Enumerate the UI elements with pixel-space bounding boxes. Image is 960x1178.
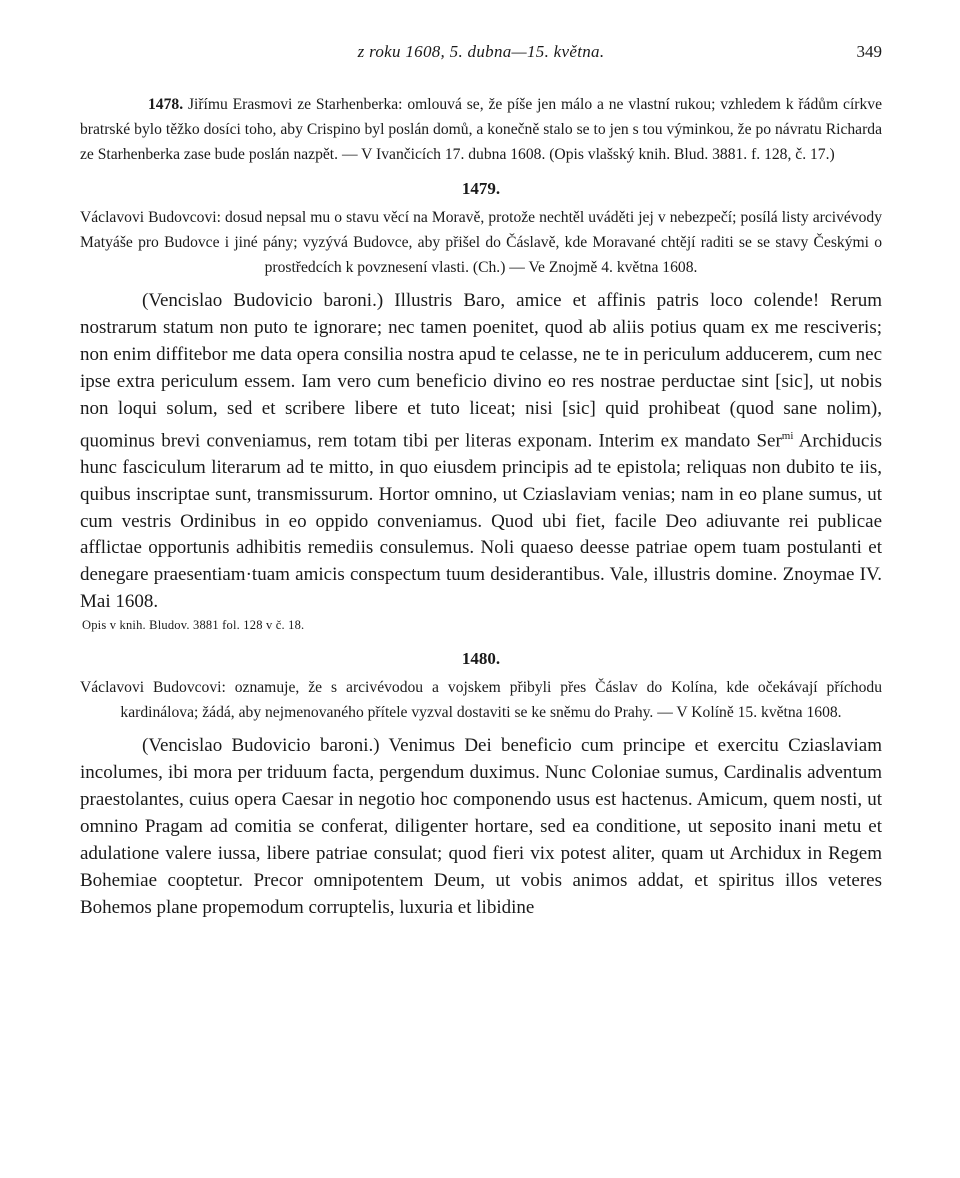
entry-number-heading: 1479. (461, 179, 501, 198)
entry-number: 1478. (148, 96, 184, 113)
page-number: 349 (856, 42, 882, 61)
document-page (80, 36, 882, 922)
header-title: z roku 1608, 5. dubna—15. května. (357, 42, 605, 61)
latin-text-continued: Archiducis hunc fasciculum literarum ad te mitto, in quo eiusdem principis ad te epistola; reliquas non dubito te iis, quibus inscriptae sunt, transmissurum. Hortor omnino, ut Cziaslaviam venias; nam in eo plane sumus, ut cum vestris Ordinibus in eo oppido conveniamus. Quod ubi fiet, facile Deo adiuvante rei publicae afflictae opportunis adhibitis remediis consulemus. Noli quaeso deesse patriae opem tuam postulanti et denegare praesentiam·tuam amicis conspectum tuum desiderantibus. Vale, illustris domine. Znoymae IV. Mai 1608. (80, 429, 882, 613)
entry-1479-text (80, 288, 882, 616)
superscript: mi (781, 429, 794, 442)
summary-text: Jiřímu Erasmovi ze Starhenberka: omlouvá se, že píše jen málo a ne vlastní rukou; vzhledem k řádům církve bratrské bylo těžko dosíci toho, aby Crispino byl poslán domů, a konečně stalo se to jen s tou výminkou, že po návratu Richarda ze Starhenberka zase bude poslán nazpět. — V Ivančicích 17. dubna 1608. (Opis vlašský knih. Blud. 3881. f. 128, č. 17.) (80, 96, 882, 163)
entry-1479-summary: Václavovi Budovcovi: dosud nepsal mu o stavu věcí na Moravě, protože nechtěl uváděti jej v nebezpečí; posílá listy arcivévody Matyáše pro Budovce i jiné pány; vyzývá Budovce, aby přišel do Čáslavě, kde Moravané chtějí raditi se se stavy Českými o prostředcích k povznesení vlasti. (Ch.) — Ve Znojmě 4. května 1608. (80, 209, 882, 276)
source-note: Opis v knih. Bludov. 3881 fol. 128 v č. 18. (82, 618, 305, 633)
latin-text: (Vencislao Budovicio baroni.) Illustris Baro, amice et affinis patris loco colende! Rerum nostrarum statum non puto te ignorare; nec tamen poenitet, quod ab aliis potius quam ex me resciveris; non enim diffitebor me data opera consilia nostra apud te celasse, ne te in periculum adducerem, cum nec ipse extra periculum essem. Iam vero cum beneficio divino eo res nostrae perductae sint [sic], ut nobis non loqui solum, sed et scribere libere et tuto liceat; nisi [sic] quid prohibeat (quod sane nolim), quominus brevi conveniamus, rem totam tibi per literas exponam. Interim ex mandato Ser (80, 290, 882, 451)
entry-1480-text: (Vencislao Budovicio baroni.) Venimus Dei beneficio cum principe et exercitu Cziaslaviam incolumes, ibi mora per triduum facta, pergendum duximus. Nunc Coloniae sumus, Cardinalis adventum praestolantes, cuius opera Caesar in negotio hoc componendo usus est hactenus. Amicum, quem nosti, ut omnino Pragam ad comitia se conferat, diligenter hortare, sed ea conditione, ut seposito inani metu et adulatione valere iussa, libere patriae consulat; quod fieri vix potest aliter, quam ut Archidux in Regem Bohemiae cooptetur. Precor omnipotentem Deum, ut vobis animos addat, et spiritus illos veteres Bohemos plane propemodum corruptelis, luxuria et libidine (80, 735, 882, 918)
entry-1480-summary: Václavovi Budovcovi: oznamuje, že s arcivévodou a vojskem přibyli přes Čáslav do Kolína, kde očekávají příchodu kardinálova; žádá, aby nejmenovaného přítele vyzval dostaviti se ke sněmu do Prahy. — V Kolíně 15. května 1608. (80, 679, 882, 722)
entry-number-heading: 1480. (461, 649, 501, 669)
entry-1478-summary (80, 92, 882, 167)
running-header (80, 36, 882, 66)
